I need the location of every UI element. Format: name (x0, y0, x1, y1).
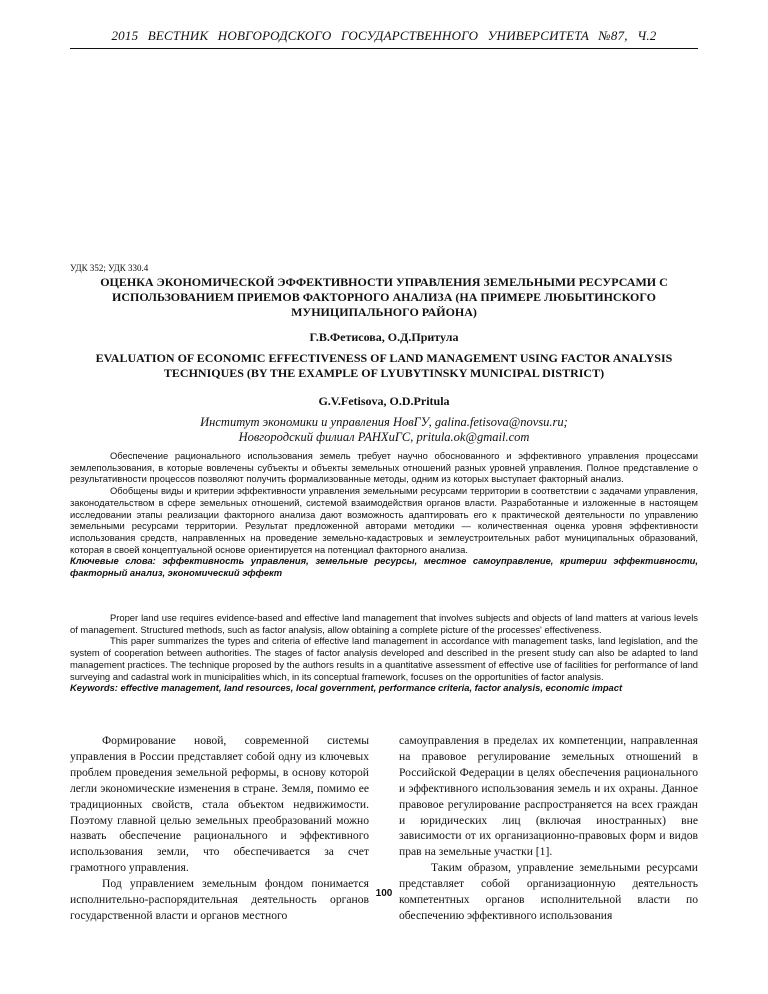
body-paragraph: Таким образом, управление земельными ресурсами представляет собой организационную деятельность компетентных органов исполнительной власти по обеспечению эффективного использования (399, 861, 698, 922)
article-title-en: EVALUATION OF ECONOMIC EFFECTIVENESS OF LAND MANAGEMENT USING FACTOR ANALYSIS TECHNIQUES (BY THE EXAMPLE OF LYUBYTINSKY MUNICIPAL DISTRICT) (95, 351, 673, 380)
abstract-en-paragraph-2: This paper summarizes the types and criteria of effective land management in accordance with management tasks, land legislation, and the system of cooperation between authorities. The stages of factor analysis developed and described in the present study can also be adapted to land management practices. The technique proposed by the authors results in a quantitative assessment of effective use of facilities for performance of land surveying and cadastral work in municipalities which, in its conceptual framework, focuses on the opportunities of factor analysis. (70, 635, 698, 682)
article-title-ru: ОЦЕНКА ЭКОНОМИЧЕСКОЙ ЭФФЕКТИВНОСТИ УПРАВЛЕНИЯ ЗЕМЕЛЬНЫМИ РЕСУРСАМИ С ИСПОЛЬЗОВАНИЕМ ПРИЕМОВ ФАКТОРНОГО АНАЛИЗА (НА ПРИМЕРЕ ЛЮБЫТИНСКОГО МУНИЦИПАЛЬНОГО РАЙОНА) (100, 275, 668, 319)
authors-ru: Г.В.Фетисова, О.Д.Притула (309, 330, 459, 344)
abstract-ru-paragraph-2: Обобщены виды и критерии эффективности управления земельными ресурсами территории в соответствии с задачами управления, законодательством в сфере земельных отношений, системой взаимодействия органов власти. Разработанные и изложенные в настоящем исследовании этапы реализации факторного анализа дают возможность адаптировать его к практической деятельности по управлению земельными ресурсами территории. Результат предложенной авторами методики — количественная оценка уровня эффективности использования средств, направленных на проведение земельно-кадастровых и землеустроительных работ муниципальных образований, которая в своей концептуальной основе ориентируется на потенциал факторного анализа. (70, 485, 698, 555)
authors-en: G.V.Fetisova, O.D.Pritula (318, 394, 450, 408)
abstract-ru-paragraph-1: Обеспечение рационального использования земель требует научно обоснованного и эффективного управления процессами землепользования, в которые вовлечены субъекты и объекты земельных отношений разных уровней управления. Полное представление о результативности процессов позволяют получить формализованные методы, одним из которых выступает факторный анализ. (70, 450, 698, 485)
keywords-ru: Ключевые слова: эффективность управления, земельные ресурсы, местное самоуправление, критерии эффективности, факторный анализ, экономический эффект (70, 555, 698, 579)
abstract-en-paragraph-1: Proper land use requires evidence-based and effective land management that involves subjects and objects of land matters at various levels of management. Structured methods, such as factor analysis, allow obtaining a complete picture of the processes' effectiveness. (70, 612, 698, 635)
header-divider (70, 48, 698, 49)
page-number: 100 (375, 888, 393, 899)
body-paragraph: Под управлением земельным фондом понимается исполнительно-распорядительная деятельность органов государственной власти и органов местного (70, 877, 369, 922)
keywords-en: Keywords: effective management, land resources, local government, performance criteria, factor analysis, economic impact (70, 682, 623, 694)
affiliation-line-2: Новгородский филиал РАНХиГС, pritula.ok@gmail.com (238, 430, 530, 444)
abstract-en (70, 612, 698, 694)
body-paragraph: самоуправления в пределах их компетенции, направленная на правовое регулирование земельных отношений в Российской Федерации в целях обеспечения рационального и эффективного использования земель и их охраны. Данное правовое регулирование распространяется на всех граждан и юридических лиц (включая иностранных) вне зависимости от их организационно-правовых форм и видов прав на земельные участки [1]. (399, 734, 698, 859)
running-header: 2015 ВЕСТНИК НОВГОРОДСКОГО ГОСУДАРСТВЕННОГО УНИВЕРСИТЕТА №87, Ч.2 (111, 28, 657, 43)
affiliation (70, 415, 698, 445)
body-paragraph: Формирование новой, современной системы управления в России представляет собой одну из ключевых проблем проведения земельной реформы, в основу которой легли экономические изменения в стране. Земля, помимо ее традиционных свойств, стала объектом недвижимости. Поэтому главной целью земельных преобразований можно назвать обеспечение рационального и эффективного использования земли, что обеспечивается за счет грамотного управления. (70, 734, 369, 875)
udc-code: УДК 352; УДК 330.4 (70, 263, 149, 273)
abstract-ru (70, 450, 698, 579)
affiliation-line-1: Институт экономики и управления НовГУ, galina.fetisova@novsu.ru; (200, 415, 568, 429)
